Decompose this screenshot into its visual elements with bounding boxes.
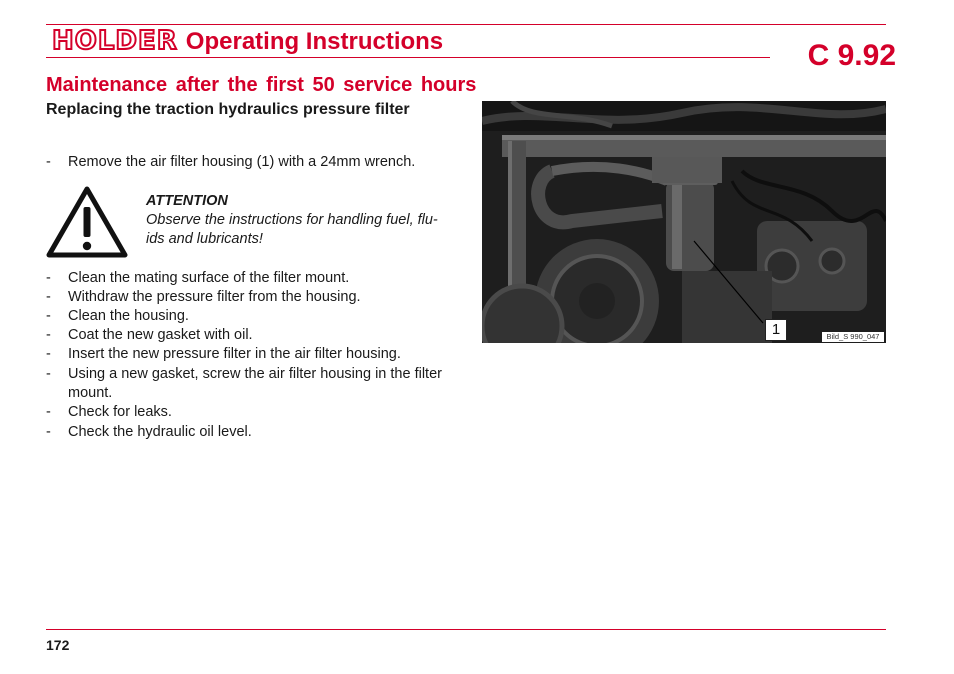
section-title: Maintenance after the first 50 service hours	[46, 74, 477, 96]
list-item-text: Withdraw the pressure filter from the housing.	[68, 289, 361, 305]
list-dash: -	[46, 289, 51, 305]
list-item	[46, 365, 456, 403]
list-item-text: Check for leaks.	[68, 404, 172, 420]
header-bottom-rule	[46, 57, 770, 58]
list-item-text: Clean the housing.	[68, 308, 189, 324]
page-code: C 9.92	[807, 39, 896, 72]
header-top-rule	[46, 24, 886, 25]
list-item-text: Insert the new pressure filter in the air filter housing.	[68, 346, 401, 362]
header-brand	[52, 28, 443, 55]
attention-note	[146, 192, 456, 249]
list-dash: -	[46, 366, 51, 382]
list-item	[46, 423, 456, 442]
list-dash: -	[46, 424, 51, 440]
holder-logo: HOLDER	[52, 26, 178, 56]
list-item	[46, 269, 456, 288]
list-dash: -	[46, 404, 51, 420]
list-item	[46, 153, 456, 172]
photo-illustration	[482, 101, 886, 343]
callout-label: 1	[765, 319, 787, 341]
subsection-title: Replacing the traction hydraulics pressure filter	[46, 101, 410, 118]
hydraulic-filter-photo	[482, 101, 886, 343]
list-item-text: Check the hydraulic oil level.	[68, 424, 252, 440]
list-item	[46, 345, 456, 364]
attention-heading: ATTENTION	[146, 193, 228, 209]
photo-id-label: Bild_S 990_047	[822, 332, 884, 342]
list-item	[46, 288, 456, 307]
list-item-text: Clean the mating surface of the filter mount.	[68, 270, 350, 286]
list-item	[46, 326, 456, 345]
list-dash: -	[46, 346, 51, 362]
list-dash: -	[46, 270, 51, 286]
page-number: 172	[46, 637, 70, 653]
list-dash: -	[46, 327, 51, 343]
list-dash: -	[46, 308, 51, 324]
list-item-text: Remove the air filter housing (1) with a 24mm wrench.	[68, 154, 416, 170]
list-dash: -	[46, 154, 51, 170]
header-title: Operating Instructions	[185, 28, 444, 55]
list-item	[46, 403, 456, 422]
footer-rule	[46, 629, 886, 630]
list-item	[46, 307, 456, 326]
attention-text: Observe the instructions for handling fuel, flu- ids and lubricants!	[146, 212, 438, 247]
list-item-text: Coat the new gasket with oil.	[68, 327, 253, 343]
list-item-text: Using a new gasket, screw the air filter housing in the filter mount.	[68, 366, 442, 401]
warning-triangle-icon	[45, 185, 129, 259]
